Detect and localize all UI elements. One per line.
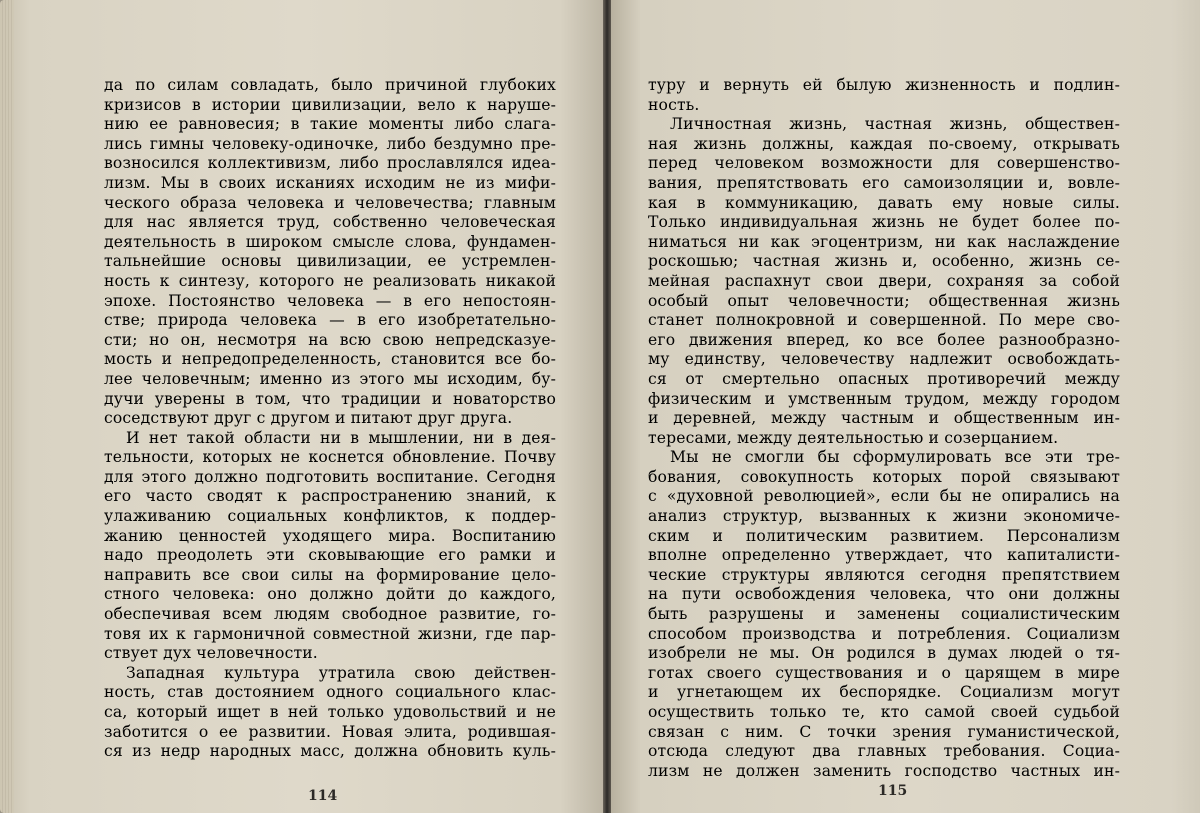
text-line: ствует дух человечности. [104, 644, 318, 663]
text-line: надо преодолеть эти сковывающие его рамки и [104, 546, 556, 565]
text-line: с «духовной революцией», если бы не опирались на [648, 487, 1120, 506]
text-line: лизм. Мы в своих исканиях исходим не из мифи- [104, 173, 556, 192]
text-line: станет полнокровной и совершенной. По мере сво- [648, 311, 1120, 330]
text-line: са, который ищет в ней только удовольствий и не [104, 703, 556, 721]
text-line: способом производства и потребления. Социализм [648, 624, 1120, 643]
left-page-text [104, 76, 556, 762]
text-line: ческие структуры являются сегодня препятствием [648, 565, 1120, 584]
text-line: соседствуют друг с другом и питают друг друга. [104, 409, 513, 428]
text-line: готах своего существования и о царящем в мире [648, 663, 1120, 682]
text-line: для нас является труд, собственно человеческая [104, 213, 556, 232]
text-line: обеспечивая всем людям свободное развитие, го- [104, 605, 556, 624]
text-line: лись гимны человеку-одиночке, либо бездумно пре- [104, 134, 556, 153]
text-line: тельности, которых не коснется обновление. Почву [104, 448, 556, 467]
text-line: возносился коллективизм, либо прославлялся идеа- [104, 154, 556, 173]
text-line: его часто сводят к распространению знаний, к [104, 487, 556, 506]
text-line: ная жизнь должны, каждая по-своему, открывать [648, 134, 1120, 153]
text-line: вания, препятствовать его самоизоляции и, вовле- [648, 173, 1120, 192]
text-line: туру и вернуть ей былую жизненность и подлин- [648, 76, 1120, 94]
text-line: Западная культура утратила свою действен- [126, 663, 556, 682]
text-line: вполне определенно утверждает, что капиталисти- [648, 546, 1120, 565]
text-line: быть разрушены и заменены социалистическим [648, 605, 1120, 624]
text-line: бования, совокупность которых порой связывают [648, 467, 1120, 486]
text-line: стного человека: оно должно дойти до каждого, [104, 585, 556, 604]
text-line: жанию ценностей уходящего мира. Воспитанию [104, 526, 556, 545]
text-line: И нет такой области ни в мышлении, ни в дея- [126, 428, 556, 447]
text-line: физическим и умственным трудом, между городом [648, 389, 1120, 408]
text-line: лее человечным; именно из этого мы исходим, бу- [104, 369, 556, 388]
text-line: анализ структур, вызванных к жизни экономиче- [648, 507, 1120, 526]
text-line: и деревней, между частным и общественным ин- [648, 409, 1120, 428]
text-line: отсюда следуют два главных требования. Социа- [648, 742, 1120, 761]
book-gutter [603, 0, 611, 813]
text-line: особый опыт человечности; общественная жизнь [648, 291, 1120, 310]
text-line: роскошью; частная жизнь и, особенно, жизнь се- [648, 252, 1120, 271]
text-line: му единству, человечеству надлежит освобождать- [648, 350, 1120, 369]
text-line: ся от смертельно опасных противоречий между [648, 369, 1120, 388]
text-line: ским и политическим развитием. Персонализм [648, 526, 1120, 545]
text-line: Личностная жизнь, частная жизнь, обществен- [670, 115, 1120, 134]
page-edge [0, 0, 14, 813]
text-line: Только индивидуальная жизнь не будет более по- [648, 213, 1120, 232]
text-line: заботится о ее развитии. Новая элита, родившая- [104, 722, 556, 741]
text-line: ность, став достоянием одного социального клас- [104, 683, 556, 702]
text-line: на пути освобождения человека, что они должны [648, 585, 1120, 604]
text-line: для этого должно подготовить воспитание. Сегодня [104, 467, 556, 486]
text-line: ность к синтезу, которого не реализовать никакой [104, 271, 556, 290]
text-line: осуществить только те, кто самой своей судьбой [648, 703, 1120, 721]
text-line: тальнейшие основы цивилизации, ее устремлен- [104, 252, 556, 271]
text-line: изобрели не мы. Он родился в думах людей о тя- [648, 644, 1120, 663]
text-line: тересами, между деятельностью и созерцанием. [648, 428, 1059, 447]
text-line: кая в коммуникацию, давать ему новые силы. [648, 193, 1120, 212]
text-line: его движения вперед, ко все более разнообразно- [648, 330, 1120, 349]
text-line: ность. [648, 95, 700, 114]
page-number-right: 115 [878, 783, 908, 799]
text-line: эпохе. Постоянство человека — в его непостоян- [104, 291, 556, 310]
text-line: и угнетающем их беспорядке. Социализм могут [648, 683, 1120, 702]
text-line: улаживанию социальных конфликтов, к поддер- [104, 507, 556, 526]
text-line: лизм не должен заменить господство частных ин- [648, 761, 1120, 780]
page-number-left: 114 [308, 788, 338, 804]
text-line: кризисов в истории цивилизации, вело к наруше- [104, 95, 556, 114]
text-line: ся из недр народных масс, должна обновить куль- [104, 742, 556, 761]
text-line: деятельность в широком смысле слова, фундамен- [104, 232, 556, 251]
text-line: направить все свои силы на формирование цело- [104, 565, 556, 584]
text-line: стве; природа человека — в его изобретательно- [104, 311, 556, 330]
text-line: нию ее равновесия; в такие моменты либо слага- [104, 115, 556, 134]
text-line: товя их к гармоничной совместной жизни, где пар- [104, 624, 556, 643]
text-line: Мы не смогли бы сформулировать все эти тре- [670, 448, 1120, 467]
text-line: ниматься ни как эгоцентризм, ни как наслаждение [648, 232, 1120, 251]
text-line: мейная распахнут свои двери, сохраняя за собой [648, 271, 1120, 290]
text-line: ческого образа человека и человечества; главным [104, 193, 556, 212]
text-line: связан с ним. С точки зрения гуманистической, [648, 722, 1120, 741]
text-line: сти; но он, несмотря на всю свою непредсказуе- [104, 330, 556, 349]
text-line: да по силам совладать, было причиной глубоких [104, 76, 556, 94]
text-line: мость и непредопределенность, становится все бо- [104, 350, 556, 369]
text-line: перед человеком возможности для совершенство- [648, 154, 1120, 173]
text-line: дучи уверены в том, что традиции и новаторство [104, 389, 556, 408]
right-page-text [648, 76, 1120, 781]
